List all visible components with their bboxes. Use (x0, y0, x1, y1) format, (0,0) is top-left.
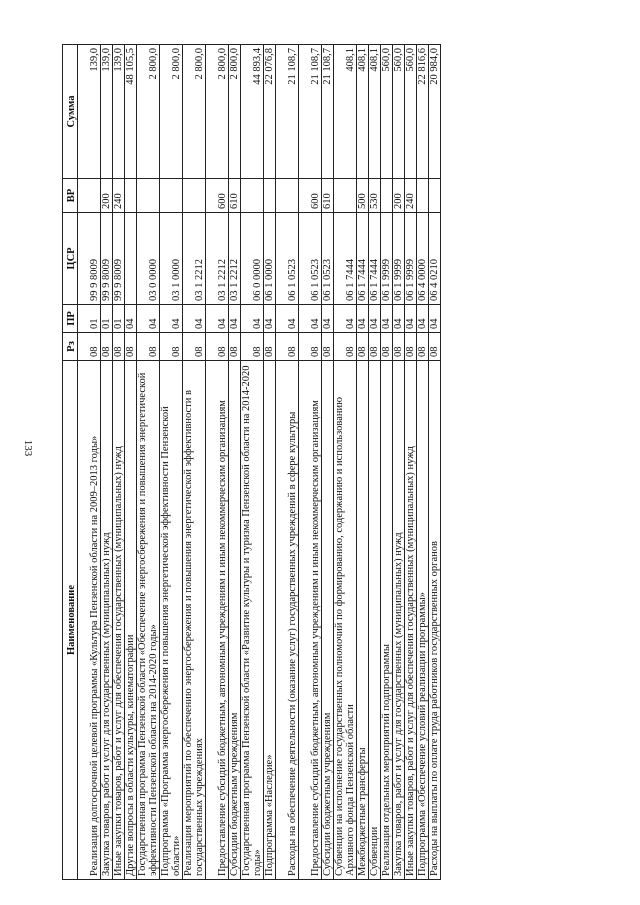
cell-csr: 06 0 0000 (241, 213, 264, 305)
table-row (322, 45, 334, 880)
cell-rz: 08 (229, 333, 241, 361)
cell-rz: 08 (241, 333, 264, 361)
table-row (206, 45, 229, 880)
table-row (241, 45, 264, 880)
cell-name: Другие вопросы в области культуры, кинематографии (125, 361, 137, 880)
cell-vr: 240 (113, 179, 125, 213)
cell-sum: 139,0 (101, 45, 113, 179)
cell-csr: 03 1 2212 (183, 213, 206, 305)
cell-csr: 06 1 0523 (276, 213, 299, 305)
cell-rz: 08 (125, 333, 137, 361)
cell-rz: 08 (78, 333, 101, 361)
cell-rz: 08 (429, 333, 441, 361)
cell-csr: 06 1 7444 (369, 213, 381, 305)
cell-pr: 04 (264, 305, 276, 333)
cell-name: Субсидии бюджетным учреждениям (322, 361, 334, 880)
cell-name: Иные закупки товаров, работ и услуг для обеспечения государственных (муниципальных) нужд (113, 361, 125, 880)
cell-rz: 08 (369, 333, 381, 361)
cell-csr: 06 1 0000 (264, 213, 276, 305)
cell-csr: 06 1 7444 (334, 213, 357, 305)
cell-sum: 408,1 (334, 45, 357, 179)
cell-csr: 99 9 8009 (101, 213, 113, 305)
cell-vr (417, 179, 429, 213)
cell-pr: 04 (276, 305, 299, 333)
table-row (357, 45, 369, 880)
cell-vr: 500 (357, 179, 369, 213)
table-row (299, 45, 322, 880)
cell-name: Иные закупки товаров, работ и услуг для обеспечения государственных (муниципальных) нужд (405, 361, 417, 880)
cell-name: Реализация долгосрочной целевой программы «Культура Пензенской области на 2009–2013 годы» (78, 361, 101, 880)
cell-rz: 08 (276, 333, 299, 361)
cell-csr: 06 1 0523 (299, 213, 322, 305)
cell-pr: 04 (393, 305, 405, 333)
cell-name: Предоставление субсидий бюджетным, автономным учреждениям и иным некоммерческим организациям (299, 361, 322, 880)
cell-csr: 06 1 7444 (357, 213, 369, 305)
header-rz: Рз (63, 333, 78, 361)
cell-pr: 04 (137, 305, 160, 333)
table-row (276, 45, 299, 880)
cell-sum: 2 800,0 (137, 45, 160, 179)
table-row (160, 45, 183, 880)
table-row (264, 45, 276, 880)
cell-csr: 06 1 9999 (381, 213, 393, 305)
cell-name: Расходы на выплаты по оплате труда работников государственных органов (429, 361, 441, 880)
cell-vr (241, 179, 264, 213)
cell-vr: 610 (322, 179, 334, 213)
cell-rz: 08 (160, 333, 183, 361)
cell-vr: 530 (369, 179, 381, 213)
table-row (125, 45, 137, 880)
cell-sum: 22 076,8 (264, 45, 276, 179)
cell-sum: 2 800,0 (160, 45, 183, 179)
cell-csr: 99 9 8009 (113, 213, 125, 305)
cell-sum: 21 108,7 (276, 45, 299, 179)
cell-rz: 08 (101, 333, 113, 361)
cell-pr: 04 (405, 305, 417, 333)
cell-name: Субвенции на исполнение государственных полномочий по формированию, содержанию и использованию Архивного фонда Пензенской области (334, 361, 357, 880)
table-row (137, 45, 160, 880)
cell-rz: 08 (381, 333, 393, 361)
cell-sum: 20 984,0 (429, 45, 441, 179)
cell-pr: 04 (206, 305, 229, 333)
header-vr: ВР (63, 179, 78, 213)
cell-pr: 04 (322, 305, 334, 333)
cell-pr: 04 (334, 305, 357, 333)
cell-pr: 04 (381, 305, 393, 333)
cell-csr: 03 0 0000 (137, 213, 160, 305)
cell-rz: 08 (113, 333, 125, 361)
cell-sum: 560,0 (381, 45, 393, 179)
header-name: Наименование (63, 361, 78, 880)
cell-rz: 08 (264, 333, 276, 361)
cell-sum: 139,0 (78, 45, 101, 179)
cell-vr: 610 (229, 179, 241, 213)
cell-sum: 560,0 (405, 45, 417, 179)
cell-rz: 08 (393, 333, 405, 361)
cell-vr: 200 (393, 179, 405, 213)
cell-rz: 08 (137, 333, 160, 361)
cell-csr: 99 9 8009 (78, 213, 101, 305)
cell-name: Реализация мероприятий по обеспечению энергосбережения и повышения энергетической эффективности в государственных учреждениях (183, 361, 206, 880)
rotated-table-container (62, 45, 572, 880)
cell-csr: 06 4 0000 (417, 213, 429, 305)
cell-pr: 04 (125, 305, 137, 333)
cell-pr: 04 (299, 305, 322, 333)
cell-pr: 04 (369, 305, 381, 333)
cell-sum: 408,1 (357, 45, 369, 179)
table-row (393, 45, 405, 880)
budget-table (62, 44, 441, 880)
cell-pr: 01 (101, 305, 113, 333)
table-row (229, 45, 241, 880)
page-number: 133 (22, 439, 34, 457)
cell-rz: 08 (183, 333, 206, 361)
cell-rz: 08 (322, 333, 334, 361)
cell-vr (429, 179, 441, 213)
cell-sum: 560,0 (393, 45, 405, 179)
cell-pr: 01 (78, 305, 101, 333)
cell-name: Реализация отдельных мероприятий подпрограммы (381, 361, 393, 880)
cell-name: Подпрограмма «Программа энергосбережения и повышения энергетической эффективности Пензенской области» (160, 361, 183, 880)
cell-pr: 04 (417, 305, 429, 333)
cell-rz: 08 (299, 333, 322, 361)
cell-vr (160, 179, 183, 213)
cell-rz: 08 (417, 333, 429, 361)
cell-csr: 06 1 9999 (393, 213, 405, 305)
table-row (78, 45, 101, 880)
cell-sum: 2 800,0 (206, 45, 229, 179)
cell-sum: 22 816,6 (417, 45, 429, 179)
cell-vr: 200 (101, 179, 113, 213)
cell-name: Государственная программа Пензенской области «Обеспечение энергосбережения и повышения энергетической эффективности Пензенской области на 2014-2020 годы» (137, 361, 160, 880)
cell-pr: 04 (429, 305, 441, 333)
cell-rz: 08 (334, 333, 357, 361)
table-header-row (63, 45, 78, 880)
cell-vr (276, 179, 299, 213)
cell-pr: 04 (183, 305, 206, 333)
cell-sum: 21 108,7 (322, 45, 334, 179)
table-row (113, 45, 125, 880)
cell-sum: 48 105,5 (125, 45, 137, 179)
cell-name: Закупка товаров, работ и услуг для государственных (муниципальных) нужд (101, 361, 113, 880)
cell-rz: 08 (206, 333, 229, 361)
cell-csr (125, 213, 137, 305)
cell-name: Подпрограмма «Наследие» (264, 361, 276, 880)
cell-rz: 08 (405, 333, 417, 361)
cell-pr: 04 (160, 305, 183, 333)
cell-vr (264, 179, 276, 213)
table-row (369, 45, 381, 880)
table-row (405, 45, 417, 880)
cell-sum: 21 108,7 (299, 45, 322, 179)
cell-name: Предоставление субсидий бюджетным, автономным учреждениям и иным некоммерческим организациям (206, 361, 229, 880)
cell-name: Государственная программа Пензенской области «Развитие культуры и туризма Пензенской области на 2014-2020 годы» (241, 361, 264, 880)
cell-sum: 2 800,0 (229, 45, 241, 179)
cell-csr: 03 1 2212 (206, 213, 229, 305)
cell-rz: 08 (357, 333, 369, 361)
cell-name: Расходы на обеспечение деятельности (оказание услуг) государственных учреждений в сфере культуры (276, 361, 299, 880)
header-pr: ПР (63, 305, 78, 333)
cell-name: Субсидии бюджетным учреждениям (229, 361, 241, 880)
header-csr: ЦСР (63, 213, 78, 305)
header-sum: Сумма (63, 45, 78, 179)
cell-vr (381, 179, 393, 213)
cell-sum: 2 800,0 (183, 45, 206, 179)
cell-vr (125, 179, 137, 213)
cell-vr (78, 179, 101, 213)
cell-csr: 06 1 0523 (322, 213, 334, 305)
cell-vr: 600 (299, 179, 322, 213)
cell-pr: 04 (241, 305, 264, 333)
cell-name: Межбюджетные трансферты (357, 361, 369, 880)
cell-vr (334, 179, 357, 213)
cell-vr: 240 (405, 179, 417, 213)
cell-vr (183, 179, 206, 213)
cell-name: Закупка товаров, работ и услуг для государственных (муниципальных) нужд (393, 361, 405, 880)
cell-sum: 44 893,4 (241, 45, 264, 179)
cell-pr: 04 (229, 305, 241, 333)
cell-vr (137, 179, 160, 213)
table-row (381, 45, 393, 880)
cell-sum: 408,1 (369, 45, 381, 179)
cell-pr: 04 (357, 305, 369, 333)
cell-sum: 139,0 (113, 45, 125, 179)
cell-name: Подпрограмма «Обеспечение условий реализации программы» (417, 361, 429, 880)
cell-csr: 06 4 0210 (429, 213, 441, 305)
table-row (334, 45, 357, 880)
cell-pr: 01 (113, 305, 125, 333)
cell-csr: 03 1 2212 (229, 213, 241, 305)
cell-csr: 03 1 0000 (160, 213, 183, 305)
table-row (429, 45, 441, 880)
cell-name: Субвенции (369, 361, 381, 880)
table-row (101, 45, 113, 880)
table-body (78, 45, 441, 880)
cell-csr: 06 1 9999 (405, 213, 417, 305)
table-row (417, 45, 429, 880)
table-row (183, 45, 206, 880)
cell-vr: 600 (206, 179, 229, 213)
